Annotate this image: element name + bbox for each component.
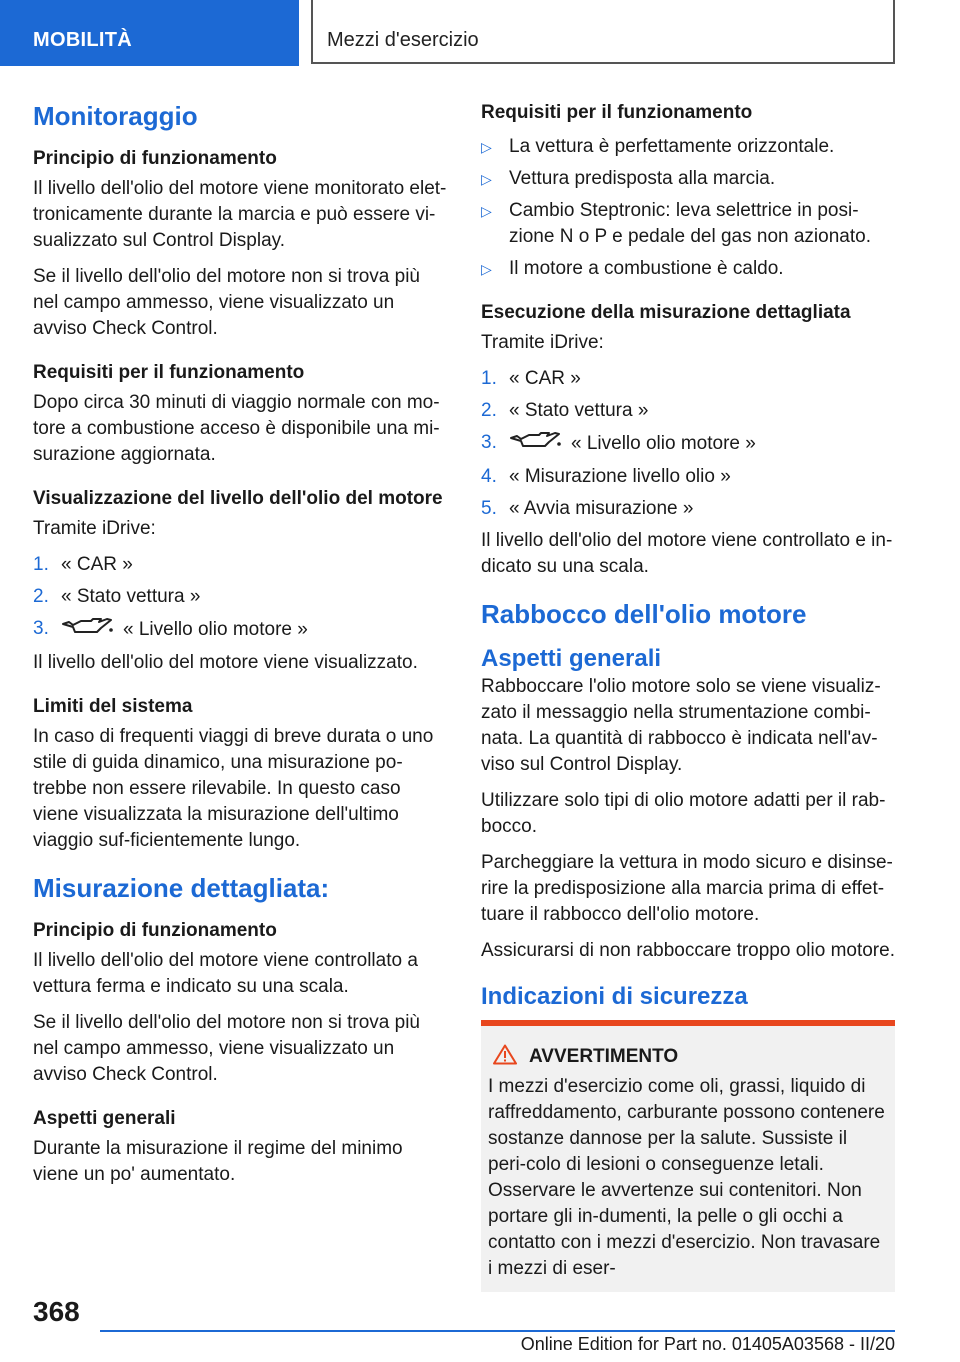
step-text: « Misurazione livello olio » [509, 466, 731, 487]
chapter-title: Mezzi d'esercizio [311, 0, 895, 64]
list-item [481, 430, 895, 458]
list-item [481, 256, 895, 282]
subheading: Visualizzazione del livello dell'olio del motore [33, 488, 443, 509]
list-item [33, 552, 448, 578]
step-list [33, 552, 448, 644]
step-number: 1. [481, 368, 497, 389]
warning-box [481, 1020, 895, 1292]
subheading: Aspetti generali [33, 1108, 176, 1129]
step-number: 1. [33, 554, 49, 575]
paragraph: Rabboccare l'olio motore solo se viene visualiz-zato il messaggio nella strumentazione combi-nata. La quantità di rabbocco è indicata nell'av-viso sul Control Display. [481, 676, 881, 775]
section-visualizzazione [33, 486, 448, 676]
oil-can-icon [509, 430, 561, 458]
warning-title [488, 1044, 887, 1070]
right-column [481, 100, 895, 1292]
warning-label: AVVERTIMENTO [529, 1046, 679, 1067]
list-item [481, 366, 895, 392]
heading-sicurezza: Indicazioni di sicurezza [481, 983, 748, 1010]
triangle-right-icon: ▷ [481, 261, 492, 277]
subheading: Requisiti per il funzionamento [481, 102, 753, 123]
step-number: 3. [33, 618, 49, 639]
paragraph: Se il livello dell'olio del motore non si trova più nel campo ammesso, viene visualizzato un avviso Check Control. [33, 266, 420, 339]
triangle-right-icon: ▷ [481, 171, 492, 187]
list-item [481, 464, 895, 490]
item-text: La vettura è perfettamente orizzontale. [509, 136, 835, 157]
step-number: 5. [481, 498, 497, 519]
section-aspetti-generali [481, 674, 895, 964]
item-text: Il motore a combustione è caldo. [509, 258, 784, 279]
step-number: 4. [481, 466, 497, 487]
paragraph: Il livello dell'olio del motore viene monitorato elet-tronicamente durante la marcia e può essere vi-sualizzato sul Control Display. [33, 178, 447, 251]
heading-monitoraggio: Monitoraggio [33, 101, 198, 131]
subheading: Principio di funzionamento [33, 148, 277, 169]
heading-rabbocco: Rabbocco dell'olio motore [481, 599, 807, 629]
paragraph: Parcheggiare la vettura in modo sicuro e disinse-rire la predisposizione alla marcia prima di effet-tuare il rabbocco dell'olio motore. [481, 852, 893, 925]
paragraph: Il livello dell'olio del motore viene controllato e in-dicato su una scala. [481, 530, 893, 577]
page-header [0, 0, 960, 66]
subheading: Requisiti per il funzionamento [33, 362, 305, 383]
section-tab: MOBILITÀ [0, 0, 299, 66]
paragraph: Se il livello dell'olio del motore non si trova più nel campo ammesso, viene visualizzato un avviso Check Control. [33, 1012, 420, 1085]
step-text: « Avvia misurazione » [509, 498, 694, 519]
paragraph: Il livello dell'olio del motore viene controllato a vettura ferma e indicato su una scala. [33, 950, 418, 997]
paragraph: Durante la misurazione il regime del minimo viene un po' aumentato. [33, 1138, 403, 1185]
heading-misurazione: Misurazione dettagliata: [33, 873, 330, 903]
subheading: Esecuzione della misurazione dettagliata [481, 302, 851, 323]
step-number: 2. [33, 586, 49, 607]
step-text: « Livello olio motore » [123, 619, 308, 641]
oil-can-icon [61, 616, 113, 644]
step-text: « CAR » [509, 368, 581, 389]
section-principio [33, 146, 448, 342]
paragraph: Utilizzare solo tipi di olio motore adatti per il rab-bocco. [481, 790, 886, 837]
page-number: 368 [33, 1296, 80, 1327]
section-requisiti [33, 360, 448, 468]
list-item [481, 134, 895, 160]
list-item [481, 166, 895, 192]
step-text: « CAR » [61, 554, 133, 575]
triangle-right-icon: ▷ [481, 203, 492, 219]
triangle-right-icon: ▷ [481, 139, 492, 155]
heading-aspetti: Aspetti generali [481, 645, 662, 672]
warning-triangle-icon [493, 1044, 517, 1065]
step-number: 3. [481, 432, 497, 453]
step-text: « Stato vettura » [61, 586, 201, 607]
item-text: Vettura predisposta alla marcia. [509, 168, 776, 189]
list-item [481, 398, 895, 424]
list-item [33, 616, 448, 644]
step-list [481, 366, 895, 522]
left-column [33, 100, 448, 1206]
subheading: Principio di funzionamento [33, 920, 277, 941]
requirements-list [481, 134, 895, 282]
warning-text: I mezzi d'esercizio come oli, grassi, liquido di raffreddamento, carburante possono contenere sostanze dannose per la salute. Sussiste il peri-colo di lesioni o conseguenze letali. Osservare le avvertenze sui contenitori. Non portare gli in-dumenti, la pelle o gli occhi a contatto con i mezzi d'esercizio. Non travasare i mezzi di eser- [488, 1076, 885, 1279]
section-principio-2 [33, 918, 448, 1088]
step-text: « Stato vettura » [509, 400, 649, 421]
section-limiti [33, 694, 448, 854]
footer-divider [100, 1330, 895, 1332]
section-aspetti [33, 1106, 448, 1188]
paragraph: In caso di frequenti viaggi di breve durata o uno stile di guida dinamico, una misurazione po-trebbe non essere rilevabile. In questo caso viene visualizzata la misurazione dell'ultimo viaggio suf-ficientemente lungo. [33, 726, 434, 851]
list-item [481, 496, 895, 522]
step-text: « Livello olio motore » [571, 433, 756, 455]
subheading: Limiti del sistema [33, 696, 193, 717]
item-text: Cambio Steptronic: leva selettrice in posi-zione N o P e pedale del gas non azionato. [509, 200, 871, 247]
list-item [481, 198, 895, 250]
paragraph: Il livello dell'olio del motore viene visualizzato. [33, 652, 418, 673]
edition-text: Online Edition for Part no. 01405A03568 - II/20 [520, 1334, 895, 1354]
section-esecuzione [481, 300, 895, 580]
list-item [33, 584, 448, 610]
paragraph: Assicurarsi di non rabboccare troppo olio motore. [481, 940, 895, 961]
step-number: 2. [481, 400, 497, 421]
paragraph: Tramite iDrive: [33, 518, 156, 539]
paragraph: Tramite iDrive: [481, 332, 604, 353]
paragraph: Dopo circa 30 minuti di viaggio normale con mo-tore a combustione acceso è disponibile una mi-surazione aggiornata. [33, 392, 440, 465]
